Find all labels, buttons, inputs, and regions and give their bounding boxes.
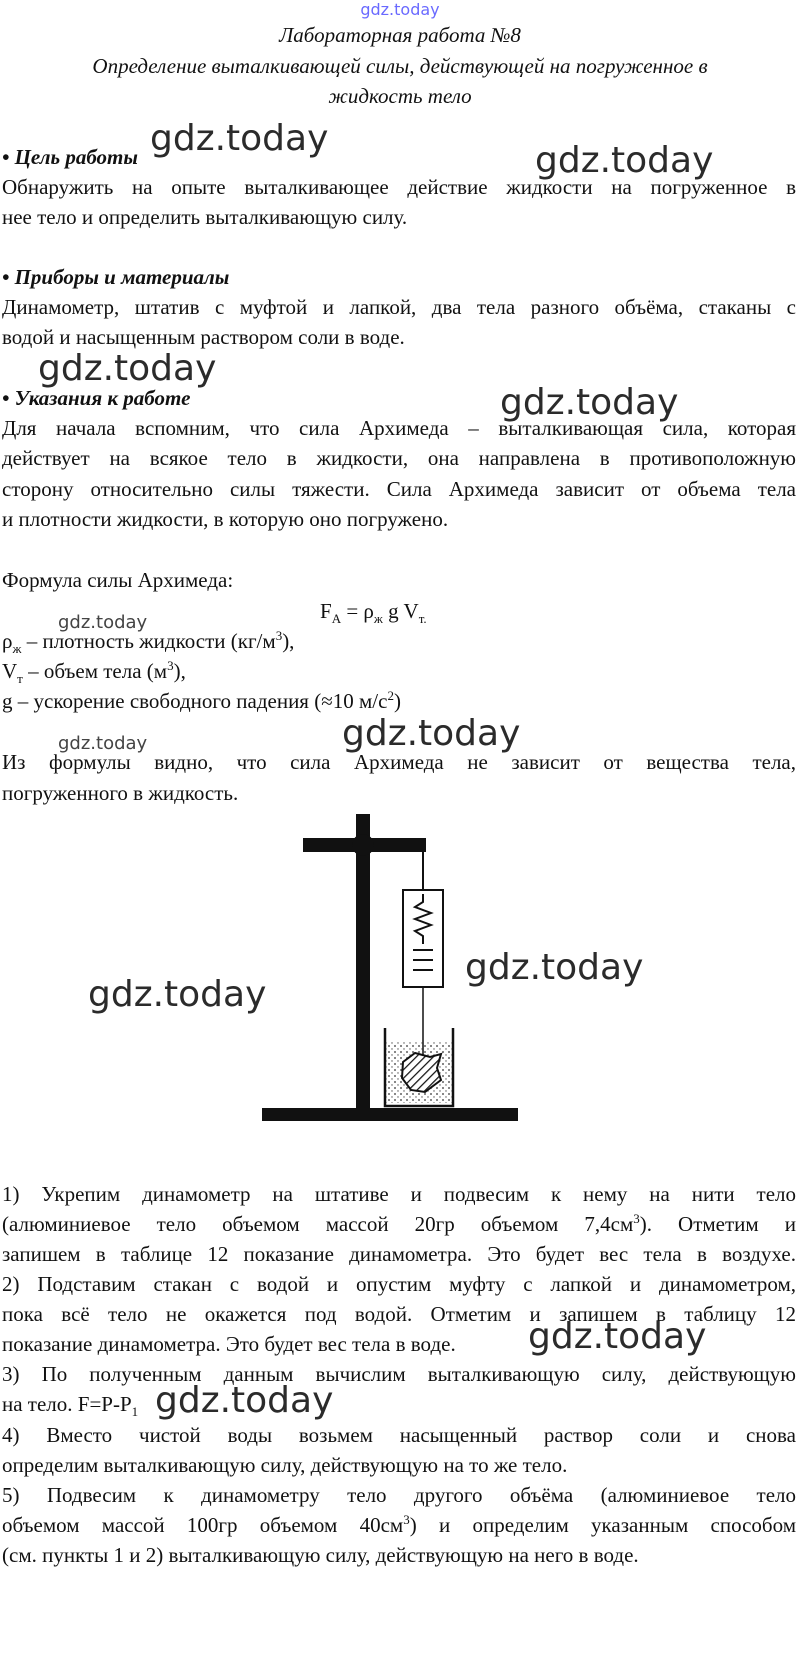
lab-subtitle-line1: Определение выталкивающей силы, действующей на погруженное в bbox=[92, 54, 708, 78]
step2-line3: показание динамометра. Это будет вес тела в воде. bbox=[2, 1332, 456, 1356]
step3-line1: 3) По полученным данным вычислим выталкивающую силу, действующую bbox=[2, 1362, 796, 1386]
watermark: gdz.today bbox=[155, 1380, 334, 1421]
goal-text-line1: Обнаружить на опыте выталкивающее действие жидкости на погруженное в bbox=[2, 175, 796, 199]
watermark: gdz.today bbox=[88, 974, 267, 1015]
step4-line2: определим выталкивающую силу, действующую на то же тело. bbox=[2, 1453, 568, 1477]
instructions-line4: и плотности жидкости, в которую оно погружено. bbox=[2, 507, 449, 531]
instructions-line1: Для начала вспомним, что сила Архимеда – выталкивающая сила, которая bbox=[2, 416, 796, 440]
step5-line1: 5) Подвесим к динамометру тело другого объёма (алюминиевое тело bbox=[2, 1483, 796, 1507]
clamp-arm bbox=[303, 834, 426, 856]
watermark: gdz.today bbox=[38, 348, 217, 389]
watermark: gdz.today bbox=[465, 947, 644, 988]
watermark: gdz.today bbox=[58, 612, 148, 633]
materials-heading: • Приборы и материалы bbox=[2, 265, 230, 289]
formula-label: Формула силы Архимеда: bbox=[2, 568, 234, 592]
tripod-base bbox=[262, 1108, 518, 1121]
conclusion-line2: погруженного в жидкость. bbox=[2, 781, 239, 805]
instructions-heading: • Указания к работе bbox=[2, 386, 191, 410]
step4-line1: 4) Вместо чистой воды возьмем насыщенный раствор соли и снова bbox=[2, 1423, 796, 1447]
gravity-definition: g – ускорение свободного падения (≈10 $м/с^2$) bbox=[2, 688, 401, 713]
watermark: gdz.today bbox=[535, 140, 714, 181]
dynamometer bbox=[403, 890, 443, 987]
watermark: gdz.today bbox=[342, 713, 521, 754]
step2-line2: пока всё тело не окажется под водой. Отметим и запишем в таблицу 12 bbox=[2, 1302, 796, 1326]
watermark: gdz.today bbox=[500, 382, 679, 423]
instructions-line3: сторону относительно силы тяжести. Сила Архимеда зависит от объема тела bbox=[2, 477, 796, 501]
step1-line3: запишем в таблице 12 показание динамометра. Это будет вес тела в воздухе. bbox=[2, 1242, 796, 1266]
materials-text-line2: водой и насыщенным раствором соли в воде. bbox=[2, 325, 405, 349]
watermark: gdz.today bbox=[528, 1316, 707, 1357]
step5-line3: (см. пункты 1 и 2) выталкивающую силу, действующую на него в воде. bbox=[2, 1543, 639, 1567]
volume-definition: $V_т$ – объем тела $(м^3)$, bbox=[2, 658, 186, 687]
lab-title: Лабораторная работа №8 bbox=[279, 23, 521, 47]
lab-subtitle-line2: жидкость тело bbox=[328, 84, 472, 108]
instructions-line2: действует на всякое тело в жидкости, она направлена в противоположную bbox=[2, 446, 796, 470]
watermark-top: gdz.today bbox=[360, 0, 440, 19]
density-definition: $\rho_ж$ – плотность жидкости $(кг/м^3)$, bbox=[2, 628, 295, 657]
materials-text-line1: Динамометр, штатив с муфтой и лапкой, два тела разного объёма, стаканы с bbox=[2, 295, 796, 319]
step1-line1: 1) Укрепим динамометр на штативе и подвесим к нему на нити тело bbox=[2, 1182, 796, 1206]
step3-line2: на тело. $F=P-P_1$ bbox=[2, 1392, 139, 1420]
watermark: gdz.today bbox=[58, 733, 148, 754]
conclusion-line1: Из формулы видно, что сила Архимеда не зависит от вещества тела, bbox=[2, 750, 796, 774]
watermark: gdz.today bbox=[150, 118, 329, 159]
step2-line1: 2) Подставим стакан с водой и опустим муфту с лапкой и динамометром, bbox=[2, 1272, 796, 1296]
step1-line2: (алюминиевое тело объемом массой 20гр объемом $7,4см^3$). Отметим и bbox=[2, 1211, 797, 1236]
archimedes-formula: $F_A = \rho_ж$ g $V_{т.}$ bbox=[320, 599, 427, 627]
step5-line2: объемом массой 100гр объемом $40см^3$) и определим указанным способом bbox=[2, 1512, 796, 1537]
tripod-rod bbox=[356, 814, 370, 1110]
goal-text-line2: нее тело и определить выталкивающую силу. bbox=[2, 205, 408, 229]
goal-heading: • Цель работы bbox=[2, 145, 138, 169]
